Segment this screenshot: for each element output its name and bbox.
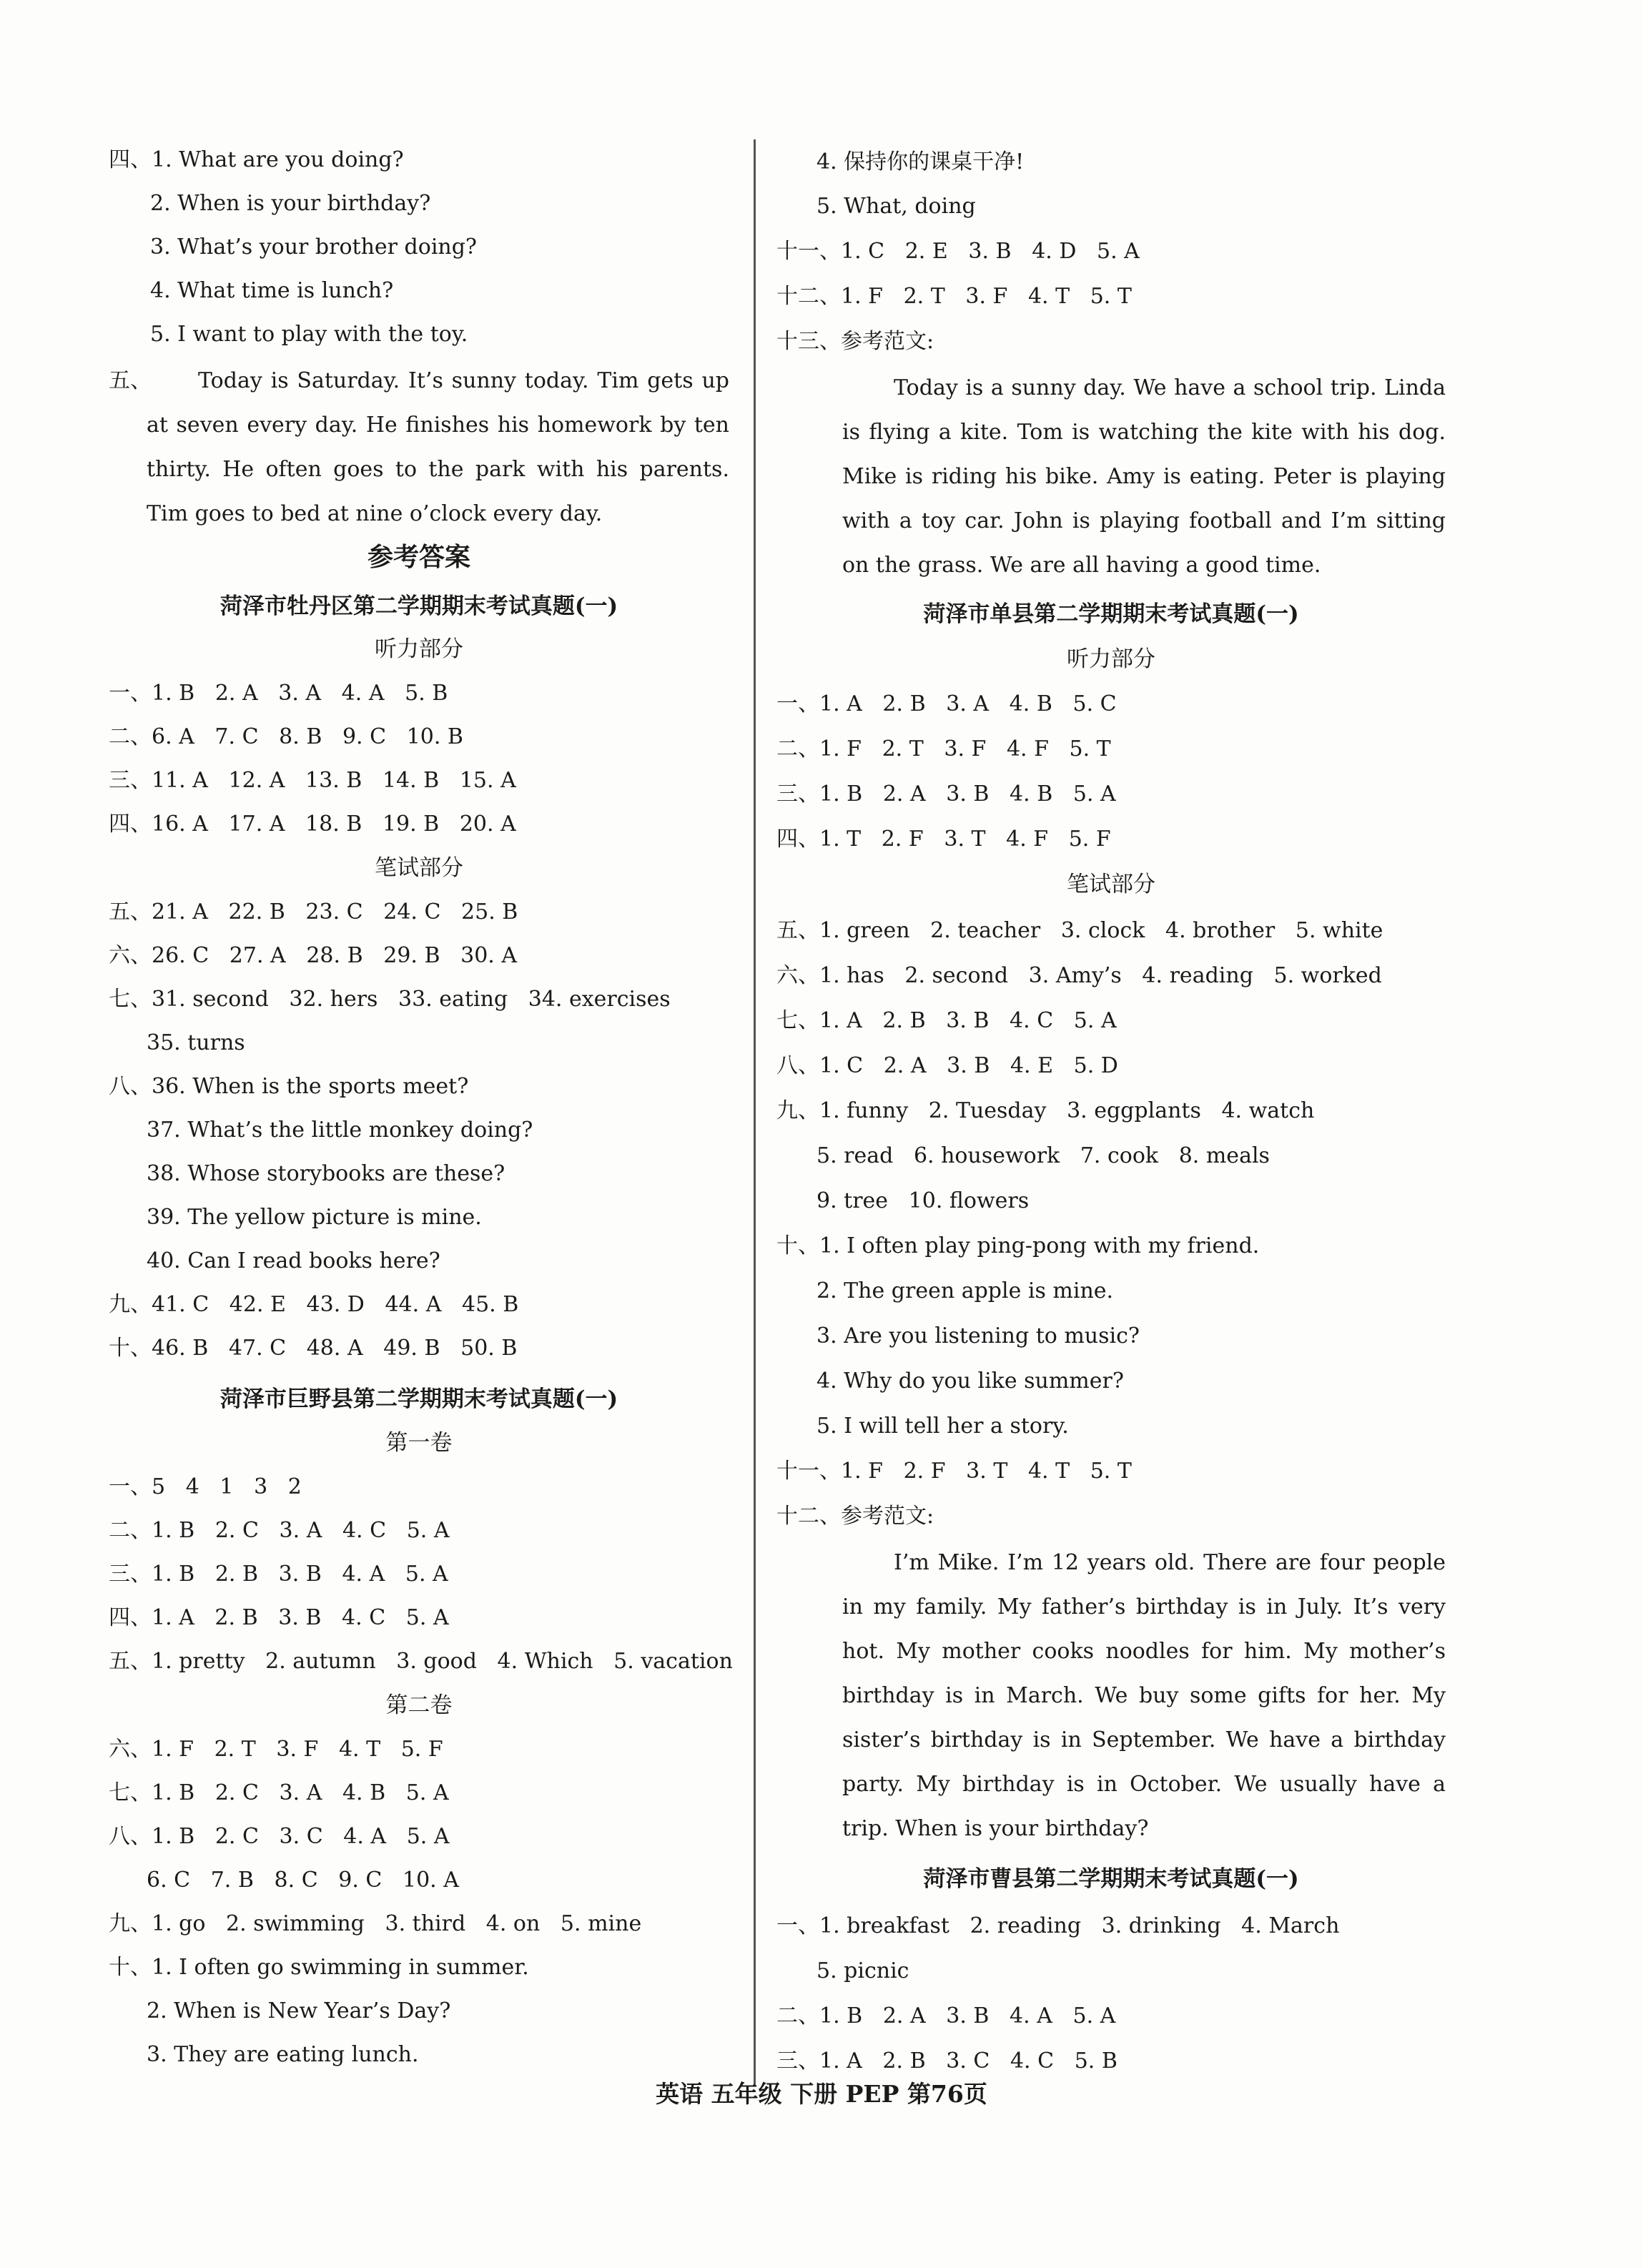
- answer-line: 三、1. A 2. B 3. C 4. C 5. B: [776, 2048, 1117, 2074]
- page-footer: 英语 五年级 下册 PEP 第76页: [656, 2080, 987, 2108]
- answer-line: 2. The green apple is mine.: [816, 1278, 1114, 1303]
- column-divider: [754, 139, 756, 2084]
- answer-line: 二、6. A 7. C 8. B 9. C 10. B: [109, 724, 463, 749]
- answer-line: 十一、1. F 2. F 3. T 4. T 5. T: [776, 1459, 1132, 1484]
- exam-title: 菏泽市牡丹区第二学期期末考试真题(一): [219, 593, 618, 619]
- exam-title: 菏泽市单县第二学期期末考试真题(一): [923, 601, 1299, 627]
- answer-line: 3. Are you listening to music?: [816, 1323, 1140, 1349]
- answer-line: 三、1. B 2. A 3. B 4. B 5. A: [776, 782, 1116, 807]
- answer-line: 五、1. green 2. teacher 3. clock 4. brother 5. white: [776, 918, 1383, 943]
- answer-line: 4. 保持你的课桌干净!: [816, 149, 1025, 174]
- answer-line: 四、16. A 17. A 18. B 19. B 20. A: [109, 812, 516, 837]
- answer-line: 38. Whose storybooks are these?: [147, 1161, 505, 1186]
- answer-line: 二、1. B 2. C 3. A 4. C 5. A: [109, 1518, 450, 1543]
- answer-line: 4. Why do you like summer?: [816, 1369, 1124, 1394]
- answer-line: 四、1. T 2. F 3. T 4. F 5. F: [776, 827, 1111, 852]
- answer-line: 40. Can I read books here?: [147, 1248, 440, 1273]
- answer-line: 一、1. B 2. A 3. A 4. A 5. B: [109, 681, 448, 706]
- answer-line: 二、1. B 2. A 3. B 4. A 5. A: [776, 2003, 1116, 2028]
- answer-line: 5. I want to play with the toy.: [150, 322, 468, 347]
- answer-line: 八、36. When is the sports meet?: [109, 1074, 469, 1099]
- answer-line: 八、1. B 2. C 3. C 4. A 5. A: [109, 1824, 450, 1849]
- answer-line: 5. picnic: [816, 1958, 909, 1983]
- answer-line: 9. tree 10. flowers: [816, 1188, 1030, 1213]
- answer-line: 5. read 6. housework 7. cook 8. meals: [816, 1143, 1270, 1168]
- answer-line: 九、1. go 2. swimming 3. third 4. on 5. mine: [109, 1911, 642, 1936]
- answer-line: 三、1. B 2. B 3. B 4. A 5. A: [109, 1562, 448, 1587]
- answer-line: 十二、1. F 2. T 3. F 4. T 5. T: [776, 284, 1132, 309]
- exam-title: 菏泽市曹县第二学期期末考试真题(一): [923, 1866, 1299, 1892]
- answer-line: 5. I will tell her a story.: [816, 1414, 1069, 1439]
- answer-line: 十、46. B 47. C 48. A 49. B 50. B: [109, 1336, 518, 1361]
- answer-line: 6. C 7. B 8. C 9. C 10. A: [147, 1868, 459, 1893]
- answer-line: 七、31. second 32. hers 33. eating 34. exercises: [109, 987, 671, 1012]
- answer-line: 五、21. A 22. B 23. C 24. C 25. B: [109, 899, 518, 925]
- answer-line: 十、1. I often play ping-pong with my friend.: [776, 1233, 1260, 1258]
- answer-line: 四、1. A 2. B 3. B 4. C 5. A: [109, 1605, 449, 1630]
- answer-line: 3. They are eating lunch.: [147, 2042, 419, 2067]
- answer-line: 一、1. breakfast 2. reading 3. drinking 4. March: [776, 1913, 1340, 1938]
- answer-line: 十、1. I often go swimming in summer.: [109, 1955, 529, 1980]
- answer-line: 35. turns: [147, 1030, 245, 1055]
- answers-title: 参考答案: [367, 542, 470, 572]
- answer-line: 六、1. has 2. second 3. Amy’s 4. reading 5. worked: [776, 963, 1382, 988]
- section-subtitle: 第一卷: [385, 1430, 453, 1456]
- answer-line: 六、26. C 27. A 28. B 29. B 30. A: [109, 943, 518, 968]
- answer-line: 39. The yellow picture is mine.: [147, 1205, 482, 1230]
- section-subtitle: 第二卷: [385, 1692, 453, 1718]
- section-subtitle: 听力部分: [375, 636, 463, 662]
- answer-line: 2. When is New Year’s Day?: [147, 1998, 451, 2023]
- answer-line: 37. What’s the little monkey doing?: [147, 1118, 533, 1143]
- answer-line: 十一、1. C 2. E 3. B 4. D 5. A: [776, 239, 1140, 264]
- answer-line: 2. When is your birthday?: [150, 191, 431, 216]
- answer-line: 5. What, doing: [816, 194, 976, 219]
- answer-line: 七、1. B 2. C 3. A 4. B 5. A: [109, 1780, 449, 1805]
- answer-line: 3. What’s your brother doing?: [150, 235, 478, 260]
- section-label: 五、: [109, 368, 152, 393]
- section-subtitle: 笔试部分: [1067, 872, 1155, 897]
- answer-line: 4. What time is lunch?: [150, 278, 394, 303]
- answer-line: 九、1. funny 2. Tuesday 3. eggplants 4. watch: [776, 1098, 1315, 1123]
- answer-line: 七、1. A 2. B 3. B 4. C 5. A: [776, 1008, 1117, 1033]
- answer-line: 三、11. A 12. A 13. B 14. B 15. A: [109, 768, 516, 793]
- exam-title: 菏泽市巨野县第二学期期末考试真题(一): [219, 1386, 618, 1412]
- section-subtitle: 笔试部分: [375, 855, 463, 881]
- answer-line: 十三、参考范文:: [776, 329, 934, 354]
- answer-line: 五、1. pretty 2. autumn 3. good 4. Which 5. vacation: [109, 1649, 733, 1674]
- answer-line: 四、1. What are you doing?: [109, 147, 404, 172]
- model-essay: I’m Mike. I’m 12 years old. There are four people in my family. My father’s birthday is in July. It’s very hot. My mother cooks noodles for him. My mother’s birthday is in March. We buy some gifts for her. My sister’s birthday is in September. We have a birthday party. My birthday is in October. We usually have a trip. When is your birthday?: [842, 1550, 1446, 1841]
- answer-line: 十二、参考范文:: [776, 1504, 934, 1529]
- passage-paragraph: Today is Saturday. It’s sunny today. Tim gets up at seven every day. He finishes his homework by ten thirty. He often goes to the park with his parents. Tim goes to bed at nine o’clock every day.: [147, 368, 729, 526]
- answer-line: 九、41. C 42. E 43. D 44. A 45. B: [109, 1292, 519, 1317]
- section-subtitle: 听力部分: [1067, 646, 1155, 672]
- model-essay: Today is a sunny day. We have a school trip. Linda is flying a kite. Tom is watching the kite with his dog. Mike is riding his bike. Amy is eating. Peter is playing with a toy car. John is playing football and I’m sitting on the grass. We are all having a good time.: [842, 375, 1446, 578]
- answer-line: 一、5 4 1 3 2: [109, 1474, 302, 1499]
- answer-line: 一、1. A 2. B 3. A 4. B 5. C: [776, 691, 1117, 716]
- answer-line: 六、1. F 2. T 3. F 4. T 5. F: [109, 1737, 443, 1762]
- answer-line: 二、1. F 2. T 3. F 4. F 5. T: [776, 736, 1111, 761]
- answer-line: 八、1. C 2. A 3. B 4. E 5. D: [776, 1053, 1118, 1078]
